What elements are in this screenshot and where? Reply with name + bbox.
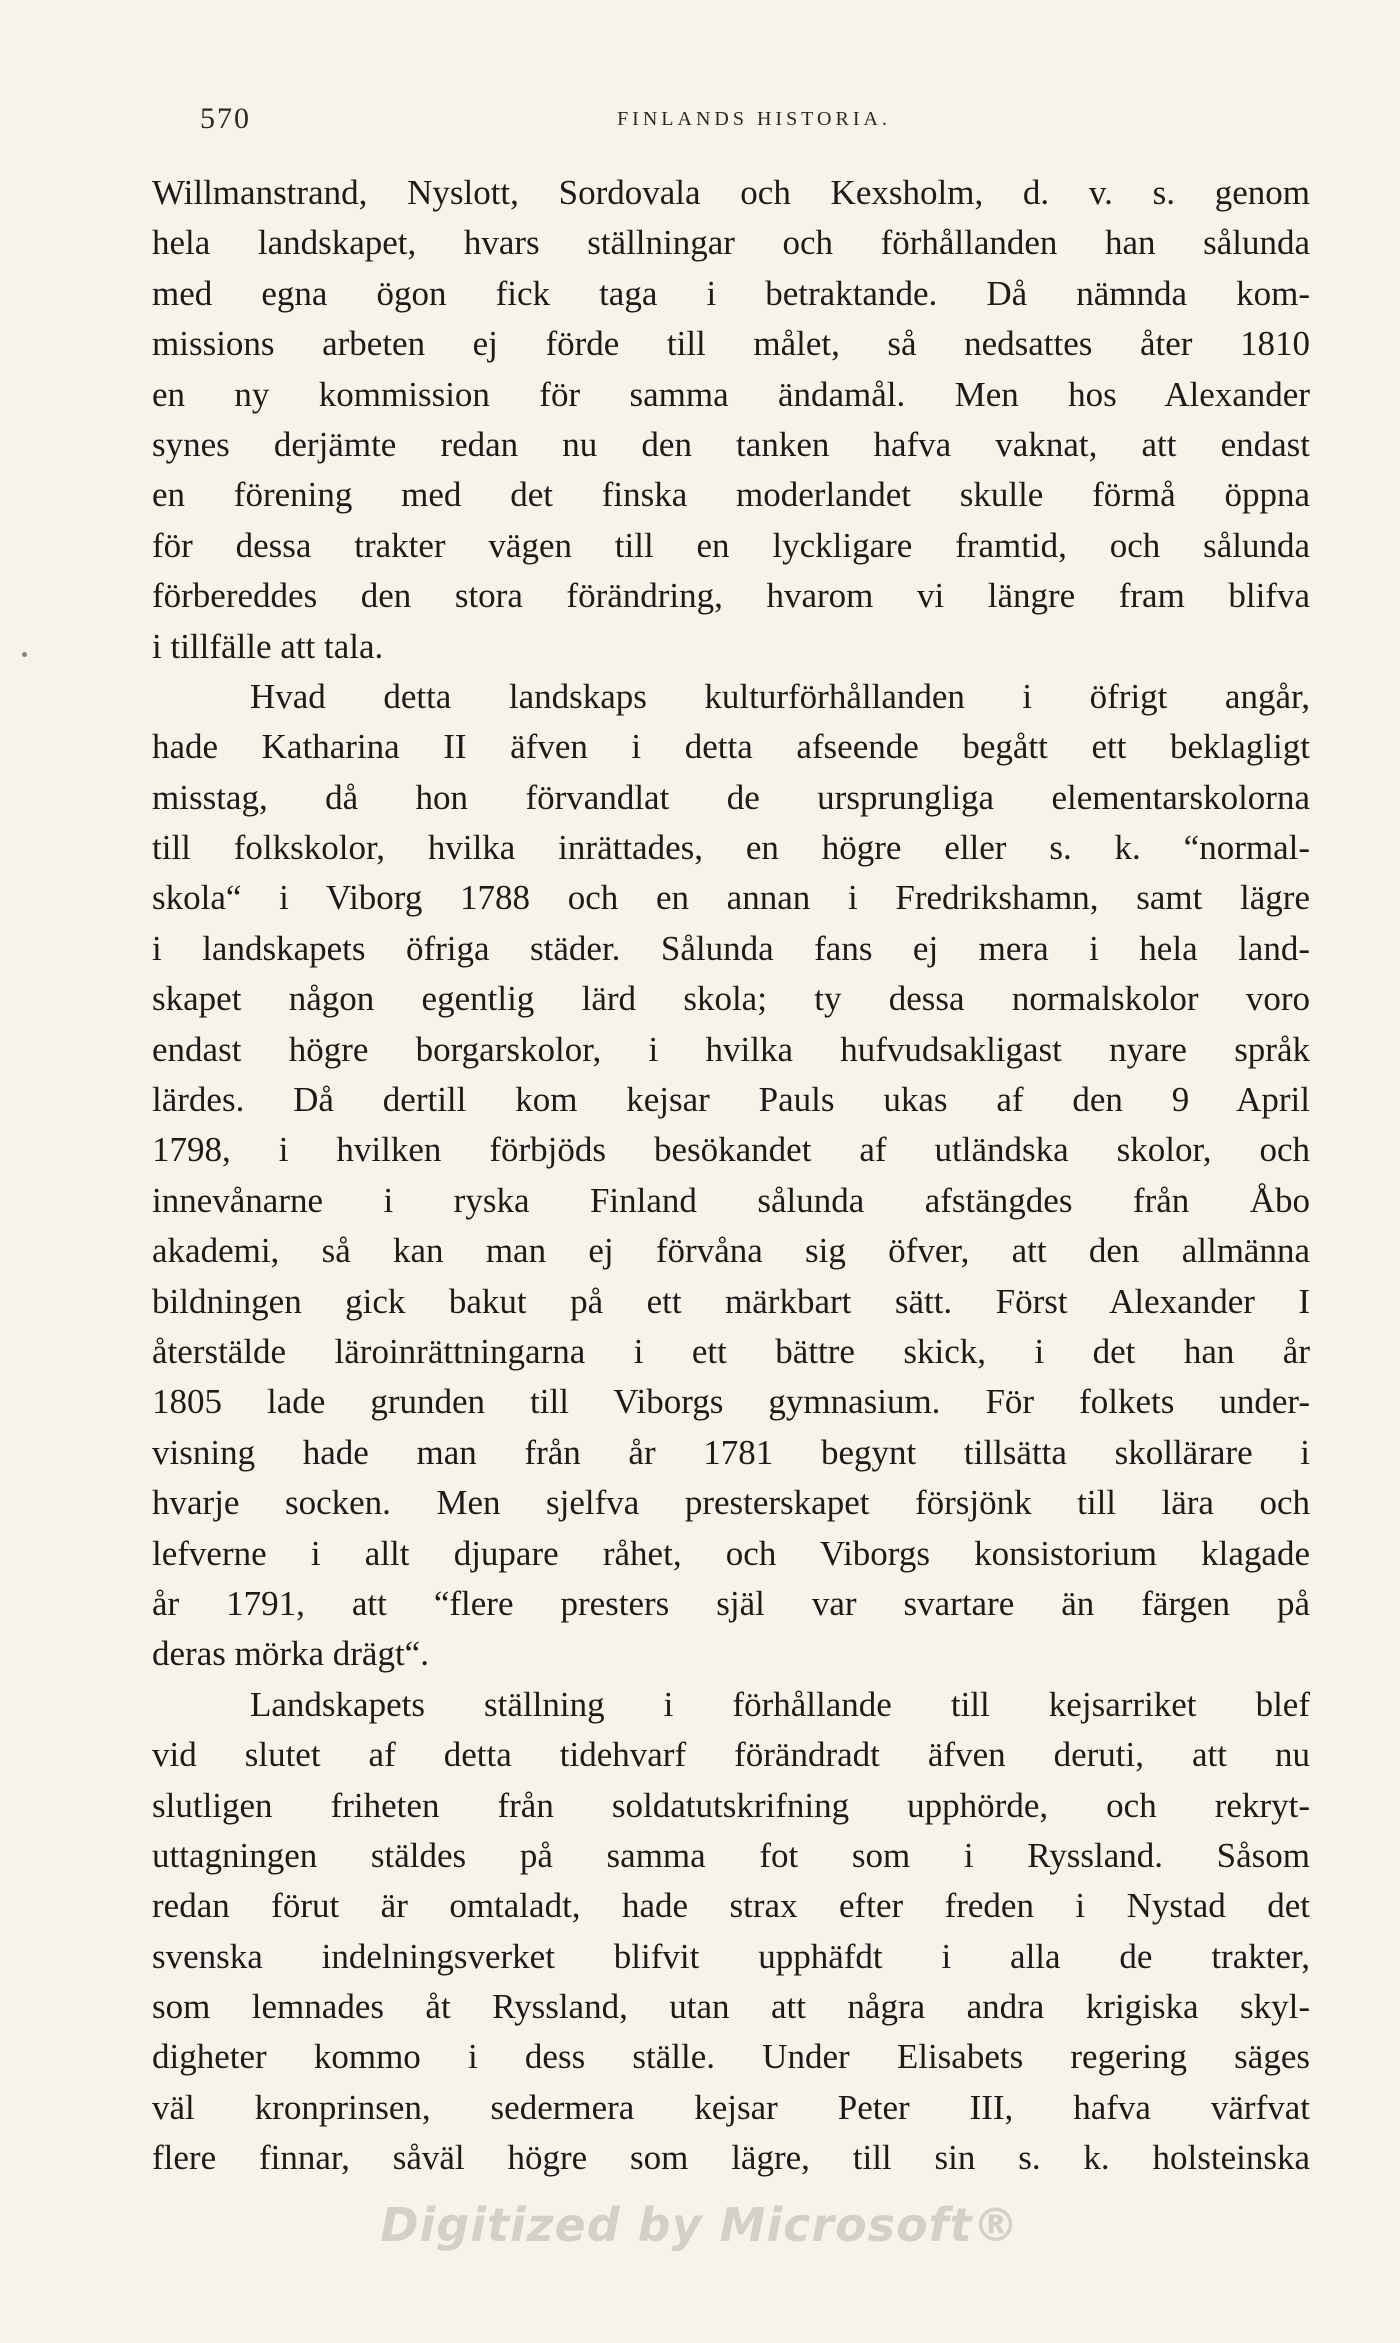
text-line: digheter kommo i dess ställe. Under Elisabets regering säges	[152, 2037, 1310, 2077]
text-line: i tillfälle att tala.	[152, 626, 384, 666]
text-line: i landskapets öfriga städer. Sålunda fans ej mera i hela land-	[152, 928, 1310, 968]
text-line: vid slutet af detta tidehvarf förändradt äfven deruti, att nu	[152, 1735, 1310, 1775]
text-line: lärdes. Då dertill kom kejsar Pauls ukas af den 9 April	[152, 1080, 1310, 1120]
text-line: visning hade man från år 1781 begynt tillsätta skollärare i	[152, 1432, 1310, 1472]
text-line: slutligen friheten från soldatutskrifning upphörde, och rekryt-	[152, 1785, 1310, 1825]
text-line: Landskapets ställning i förhållande till kejsarriket blef	[250, 1684, 1310, 1724]
text-line: Hvad detta landskaps kulturförhållanden i öfrigt angår,	[250, 676, 1310, 716]
text-line: hade Katharina II äfven i detta afseende begått ett beklagligt	[152, 727, 1310, 767]
text-line: till folkskolor, hvilka inrättades, en högre eller s. k. “normal-	[152, 828, 1310, 868]
text-line: redan förut är omtaladt, hade strax efter freden i Nystad det	[152, 1886, 1310, 1926]
text-line: akademi, så kan man ej förvåna sig öfver, att den allmänna	[152, 1231, 1310, 1271]
text-line: missions arbeten ej förde till målet, så nedsattes åter 1810	[152, 324, 1310, 364]
text-line: skola“ i Viborg 1788 och en annan i Fredrikshamn, samt lägre	[152, 878, 1310, 918]
text-line: misstag, då hon förvandlat de ursprungliga elementarskolorna	[152, 777, 1310, 817]
text-line: uttagningen stäldes på samma fot som i Ryssland. Såsom	[152, 1835, 1310, 1875]
text-line: återstälde läroinrättningarna i ett bättre skick, i det han år	[152, 1331, 1310, 1371]
text-line: 1798, i hvilken förbjöds besökandet af utländska skolor, och	[152, 1130, 1310, 1170]
digitization-watermark: Digitized by Microsoft®	[380, 2198, 1020, 2252]
text-line: endast högre borgarskolor, i hvilka hufvudsakligast nyare språk	[152, 1029, 1310, 1069]
text-line: en ny kommission för samma ändamål. Men hos Alexander	[152, 374, 1310, 414]
margin-speck	[22, 652, 27, 657]
text-line: hvarje socken. Men sjelfva presterskapet försjönk till lära och	[152, 1483, 1310, 1523]
text-line: svenska indelningsverket blifvit upphäfdt i alla de trakter,	[152, 1936, 1310, 1976]
text-line: som lemnades åt Ryssland, utan att några andra krigiska skyl-	[152, 1987, 1310, 2027]
page-header	[200, 102, 1308, 146]
body-text	[152, 168, 1310, 2184]
text-line: lefverne i allt djupare råhet, och Viborgs konsistorium klagade	[152, 1533, 1310, 1573]
text-line: hela landskapet, hvars ställningar och förhållanden han sålunda	[152, 223, 1310, 263]
running-title: FINLANDS HISTORIA.	[617, 108, 891, 130]
text-line: med egna ögon fick taga i betraktande. Då nämnda kom-	[152, 273, 1310, 313]
text-line: förbereddes den stora förändring, hvarom vi längre fram blifva	[152, 576, 1310, 616]
text-line: flere finnar, såväl högre som lägre, till sin s. k. holsteinska	[152, 2138, 1310, 2178]
text-line: år 1791, att “flere presters själ var svartare än färgen på	[152, 1583, 1310, 1623]
page-number: 570	[200, 102, 251, 135]
text-line: innevånarne i ryska Finland sålunda afstängdes från Åbo	[152, 1180, 1310, 1220]
text-line: Willmanstrand, Nyslott, Sordovala och Kexsholm, d. v. s. genom	[152, 173, 1310, 212]
text-line: bildningen gick bakut på ett märkbart sätt. Först Alexander I	[152, 1281, 1310, 1321]
text-line: skapet någon egentlig lärd skola; ty dessa normalskolor voro	[152, 979, 1310, 1019]
text-line: deras mörka drägt“.	[152, 1634, 429, 1674]
text-line: synes derjämte redan nu den tanken hafva vaknat, att endast	[152, 424, 1310, 464]
text-line: för dessa trakter vägen till en lyckligare framtid, och sålunda	[152, 525, 1310, 565]
text-line: väl kronprinsen, sedermera kejsar Peter III, hafva värfvat	[152, 2087, 1310, 2127]
text-line: en förening med det finska moderlandet skulle förmå öppna	[152, 475, 1310, 515]
text-line: 1805 lade grunden till Viborgs gymnasium. För folkets under-	[152, 1382, 1310, 1422]
